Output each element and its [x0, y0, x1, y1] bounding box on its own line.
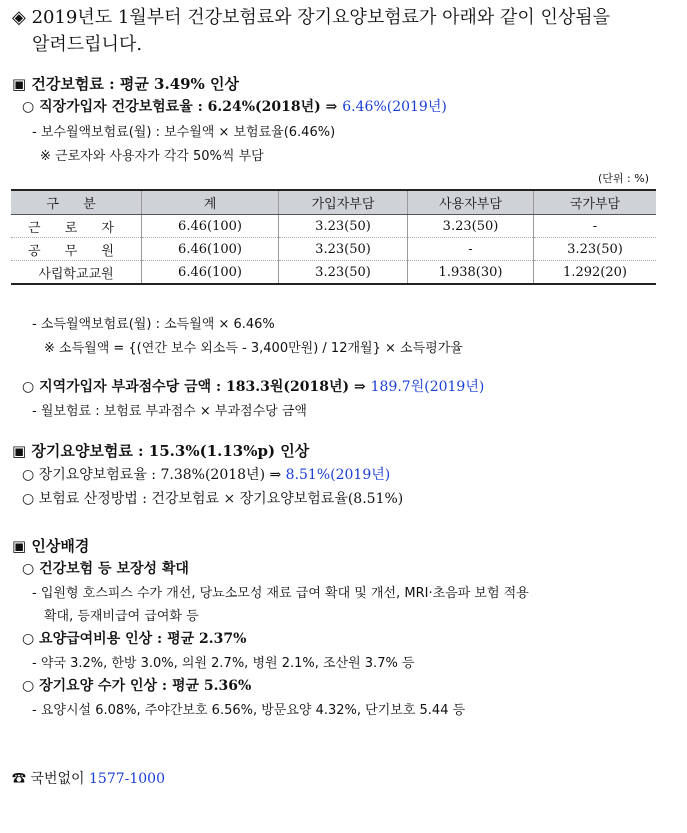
col-header: 구 분 [11, 190, 142, 215]
table-cell: 사립학교교원 [11, 261, 142, 285]
wage-formula: - 보수월액보험료(월) : 보수월액 × 보험료율(6.46%) [32, 125, 336, 140]
contact-number[interactable]: 1577-1000 [89, 771, 165, 787]
employee-rate-new: 6.46%(2019년) [342, 99, 447, 115]
ltc-rate [22, 464, 390, 484]
phone-icon-label: ☎ 국번없이 [12, 771, 89, 787]
table-header-row [11, 190, 656, 215]
regional-rate-new: 189.7원(2019년) [370, 379, 485, 395]
ltc-heading: ▣ 장기요양보험료 : 15.3%(1.13%p) 인상 [12, 442, 310, 460]
table-cell: 3.23(50) [534, 238, 657, 261]
contact-line [12, 768, 165, 788]
background-heading: ▣ 인상배경 [12, 537, 90, 555]
background-item-2-desc: - 약국 3.2%, 한방 3.0%, 의원 2.7%, 병원 2.1%, 조산원 3.7% 등 [32, 656, 415, 671]
table-cell: 1.938(30) [408, 261, 534, 285]
background-item-3-title: ○ 장기요양 수가 인상 : 평균 5.36% [22, 678, 252, 694]
diamond-bullet-icon: ◈ [12, 7, 26, 28]
title-line-2: 알려드립니다. [32, 34, 143, 55]
regional-formula: - 월보험료 : 보험료 부과점수 × 부과점수당 금액 [32, 404, 307, 419]
ltc-rate-new: 8.51%(2019년) [285, 467, 391, 483]
table-cell: 6.46(100) [142, 238, 279, 261]
background-item-2-title: ○ 요양급여비용 인상 : 평균 2.37% [22, 631, 247, 647]
health-heading: ▣ 건강보험료 : 평균 3.49% 인상 [12, 75, 240, 93]
table-cell: 1.292(20) [534, 261, 657, 285]
table-row [11, 261, 656, 285]
background-item-1-title: ○ 건강보험 등 보장성 확대 [22, 561, 189, 577]
table-cell: 3.23(50) [279, 261, 408, 285]
employee-rate-label: ○ 직장가입자 건강보험료율 : 6.24%(2018년) ⇒ [22, 99, 343, 115]
notice-title [12, 4, 610, 31]
ltc-method: ○ 보험료 산정방법 : 건강보험료 × 장기요양보험료율(8.51%) [22, 491, 404, 507]
table-cell: 3.23(50) [408, 215, 534, 238]
regional-rate-label: ○ 지역가입자 부과점수당 금액 : 183.3원(2018년) ⇒ [22, 379, 371, 395]
unit-label: (단위 : %) [598, 172, 649, 185]
table-row [11, 215, 656, 238]
col-header: 사용자부담 [408, 190, 534, 215]
table-row [11, 238, 656, 261]
income-formula: - 소득월액보험료(월) : 소득월액 × 6.46% [32, 317, 275, 332]
table-cell: 공 무 원 [11, 238, 142, 261]
wage-note: ※ 근로자와 사용자가 각각 50%씩 부담 [40, 149, 264, 164]
income-note: ※ 소득월액 = {(연간 보수 외소득 - 3,400만원) / 12개월} × 소득평가율 [44, 341, 463, 356]
table-cell: 3.23(50) [279, 215, 408, 238]
col-header: 가입자부담 [279, 190, 408, 215]
background-item-3-desc: - 요양시설 6.08%, 주야간보호 6.56%, 방문요양 4.32%, 단기보호 5.44 등 [32, 703, 466, 718]
title-line-1: 2019년도 1월부터 건강보험료와 장기요양보험료가 아래와 같이 인상됨을 [31, 7, 611, 28]
background-item-1-desc-2: 확대, 등재비급여 급여화 등 [44, 609, 199, 624]
regional-rate [22, 376, 484, 396]
background-item-1-desc-1: - 입원형 호스피스 수가 개선, 당뇨소모성 재료 급여 확대 및 개선, MRI·초음파 보험 적용 [32, 586, 529, 601]
table-cell: 6.46(100) [142, 215, 279, 238]
employee-rate [22, 96, 447, 116]
contribution-table [11, 189, 656, 285]
col-header: 국가부담 [534, 190, 657, 215]
ltc-rate-label: ○ 장기요양보험료율 : 7.38%(2018년) ⇒ [22, 467, 286, 483]
table-cell: - [408, 238, 534, 261]
table-cell: - [534, 215, 657, 238]
table-cell: 6.46(100) [142, 261, 279, 285]
table-cell: 근 로 자 [11, 215, 142, 238]
col-header: 계 [142, 190, 279, 215]
table-cell: 3.23(50) [279, 238, 408, 261]
